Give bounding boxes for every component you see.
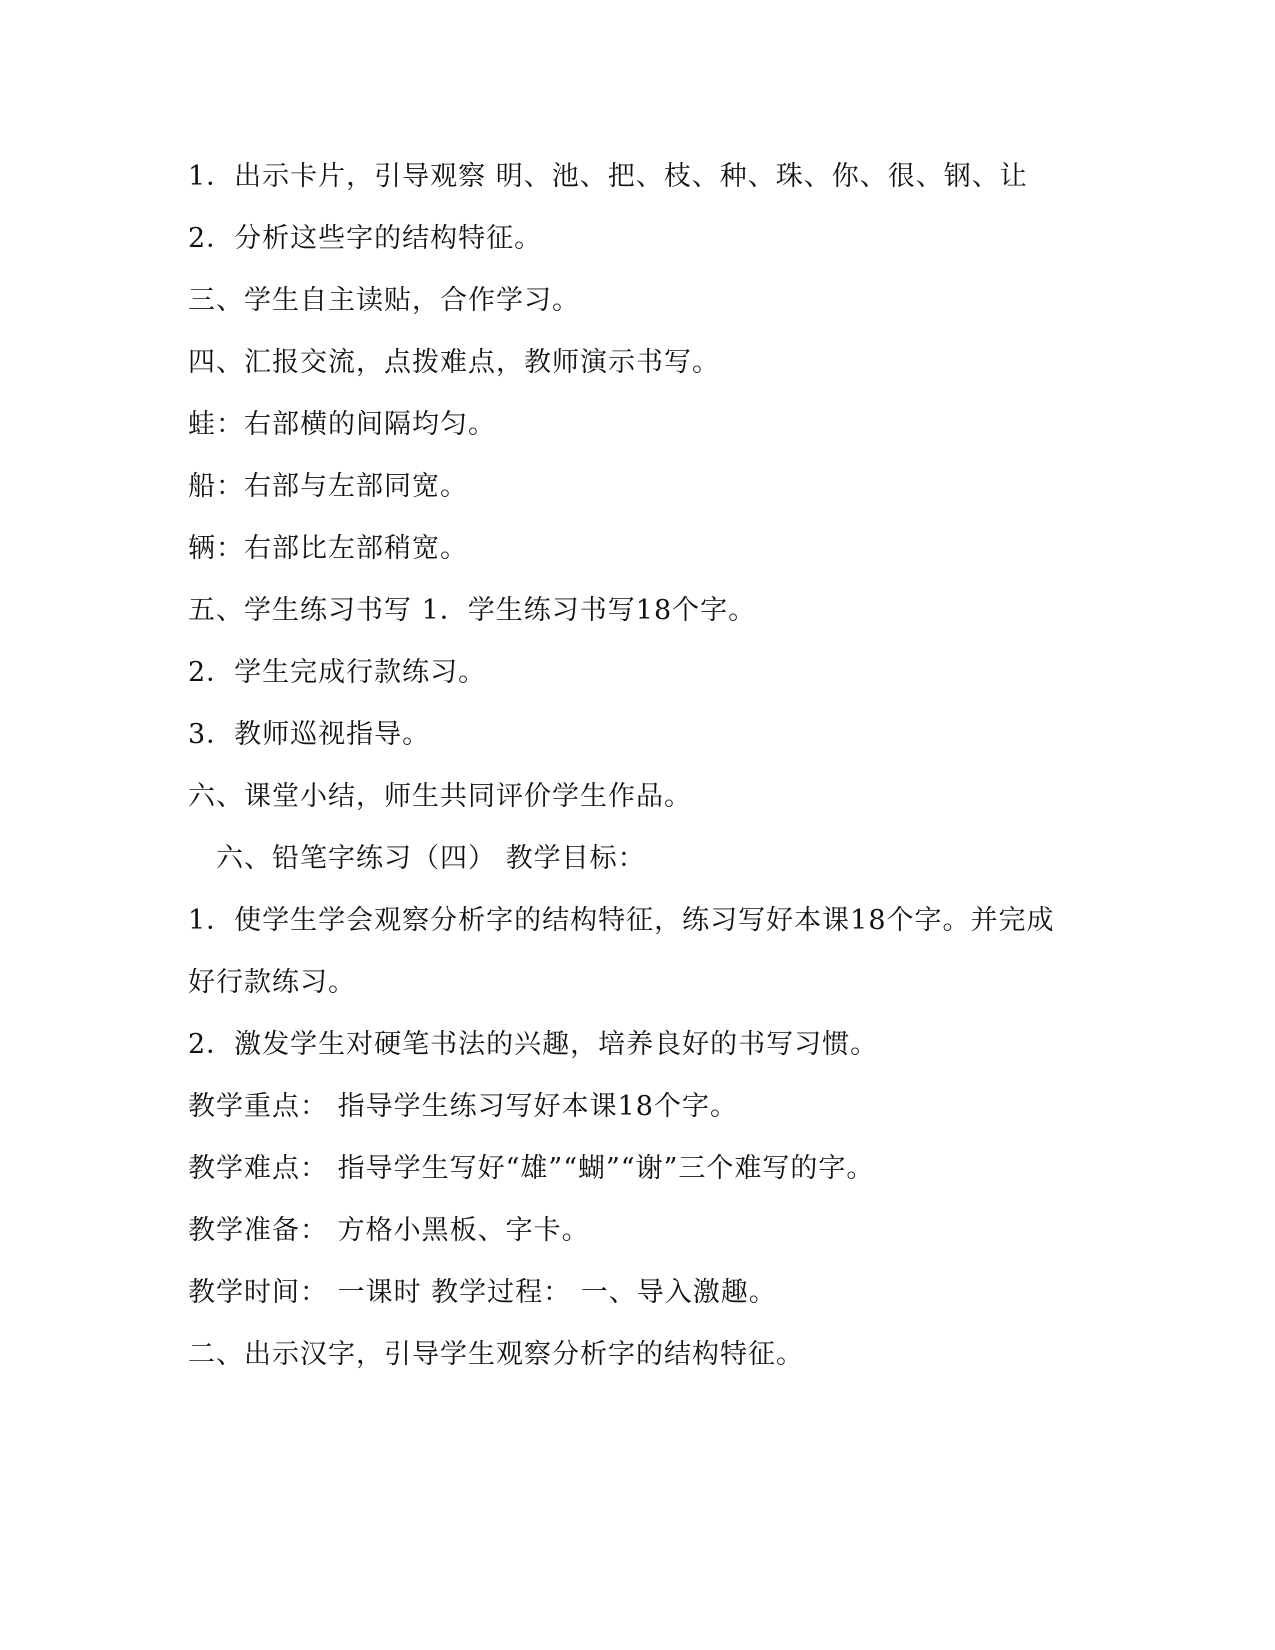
text-line: 六、课堂小结，师生共同评价学生作品。 (188, 781, 692, 812)
text-line: 2．激发学生对硬笔书法的兴趣，培养良好的书写习惯。 (188, 1029, 879, 1060)
section-heading: 六、铅笔字练习（四） 教学目标： (216, 843, 646, 874)
text-line: 教学重点： 指导学生练习写好本课18个字。 (188, 1091, 738, 1122)
text-line: 教学准备： 方格小黑板、字卡。 (188, 1215, 590, 1246)
text-line: 3．教师巡视指导。 (188, 719, 431, 750)
text-line: 四、汇报交流，点拨难点，教师演示书写。 (188, 347, 720, 378)
text-line: 1．使学生学会观察分析字的结构特征，练习写好本课18个字。并完成 (188, 905, 1055, 936)
text-line: 二、出示汉字，引导学生观察分析字的结构特征。 (188, 1339, 804, 1370)
text-line: 辆：右部比左部稍宽。 (188, 533, 468, 564)
text-line: 船：右部与左部同宽。 (188, 471, 468, 502)
text-line: 教学难点： 指导学生写好“雄”“蝴”“谢”三个难写的字。 (188, 1153, 875, 1184)
text-line: 教学时间： 一课时 教学过程： 一、导入激趣。 (188, 1277, 777, 1308)
text-line: 好行款练习。 (188, 967, 356, 998)
text-line: 三、学生自主读贴，合作学习。 (188, 285, 580, 316)
text-line: 2．分析这些字的结构特征。 (188, 223, 543, 254)
text-line: 五、学生练习书写 1．学生练习书写18个字。 (188, 595, 757, 626)
text-line: 1．出示卡片，引导观察 明、池、把、枝、种、珠、你、很、钢、让 (188, 161, 1028, 192)
text-line: 2．学生完成行款练习。 (188, 657, 487, 688)
text-line: 蛙：右部横的间隔均匀。 (188, 409, 496, 440)
